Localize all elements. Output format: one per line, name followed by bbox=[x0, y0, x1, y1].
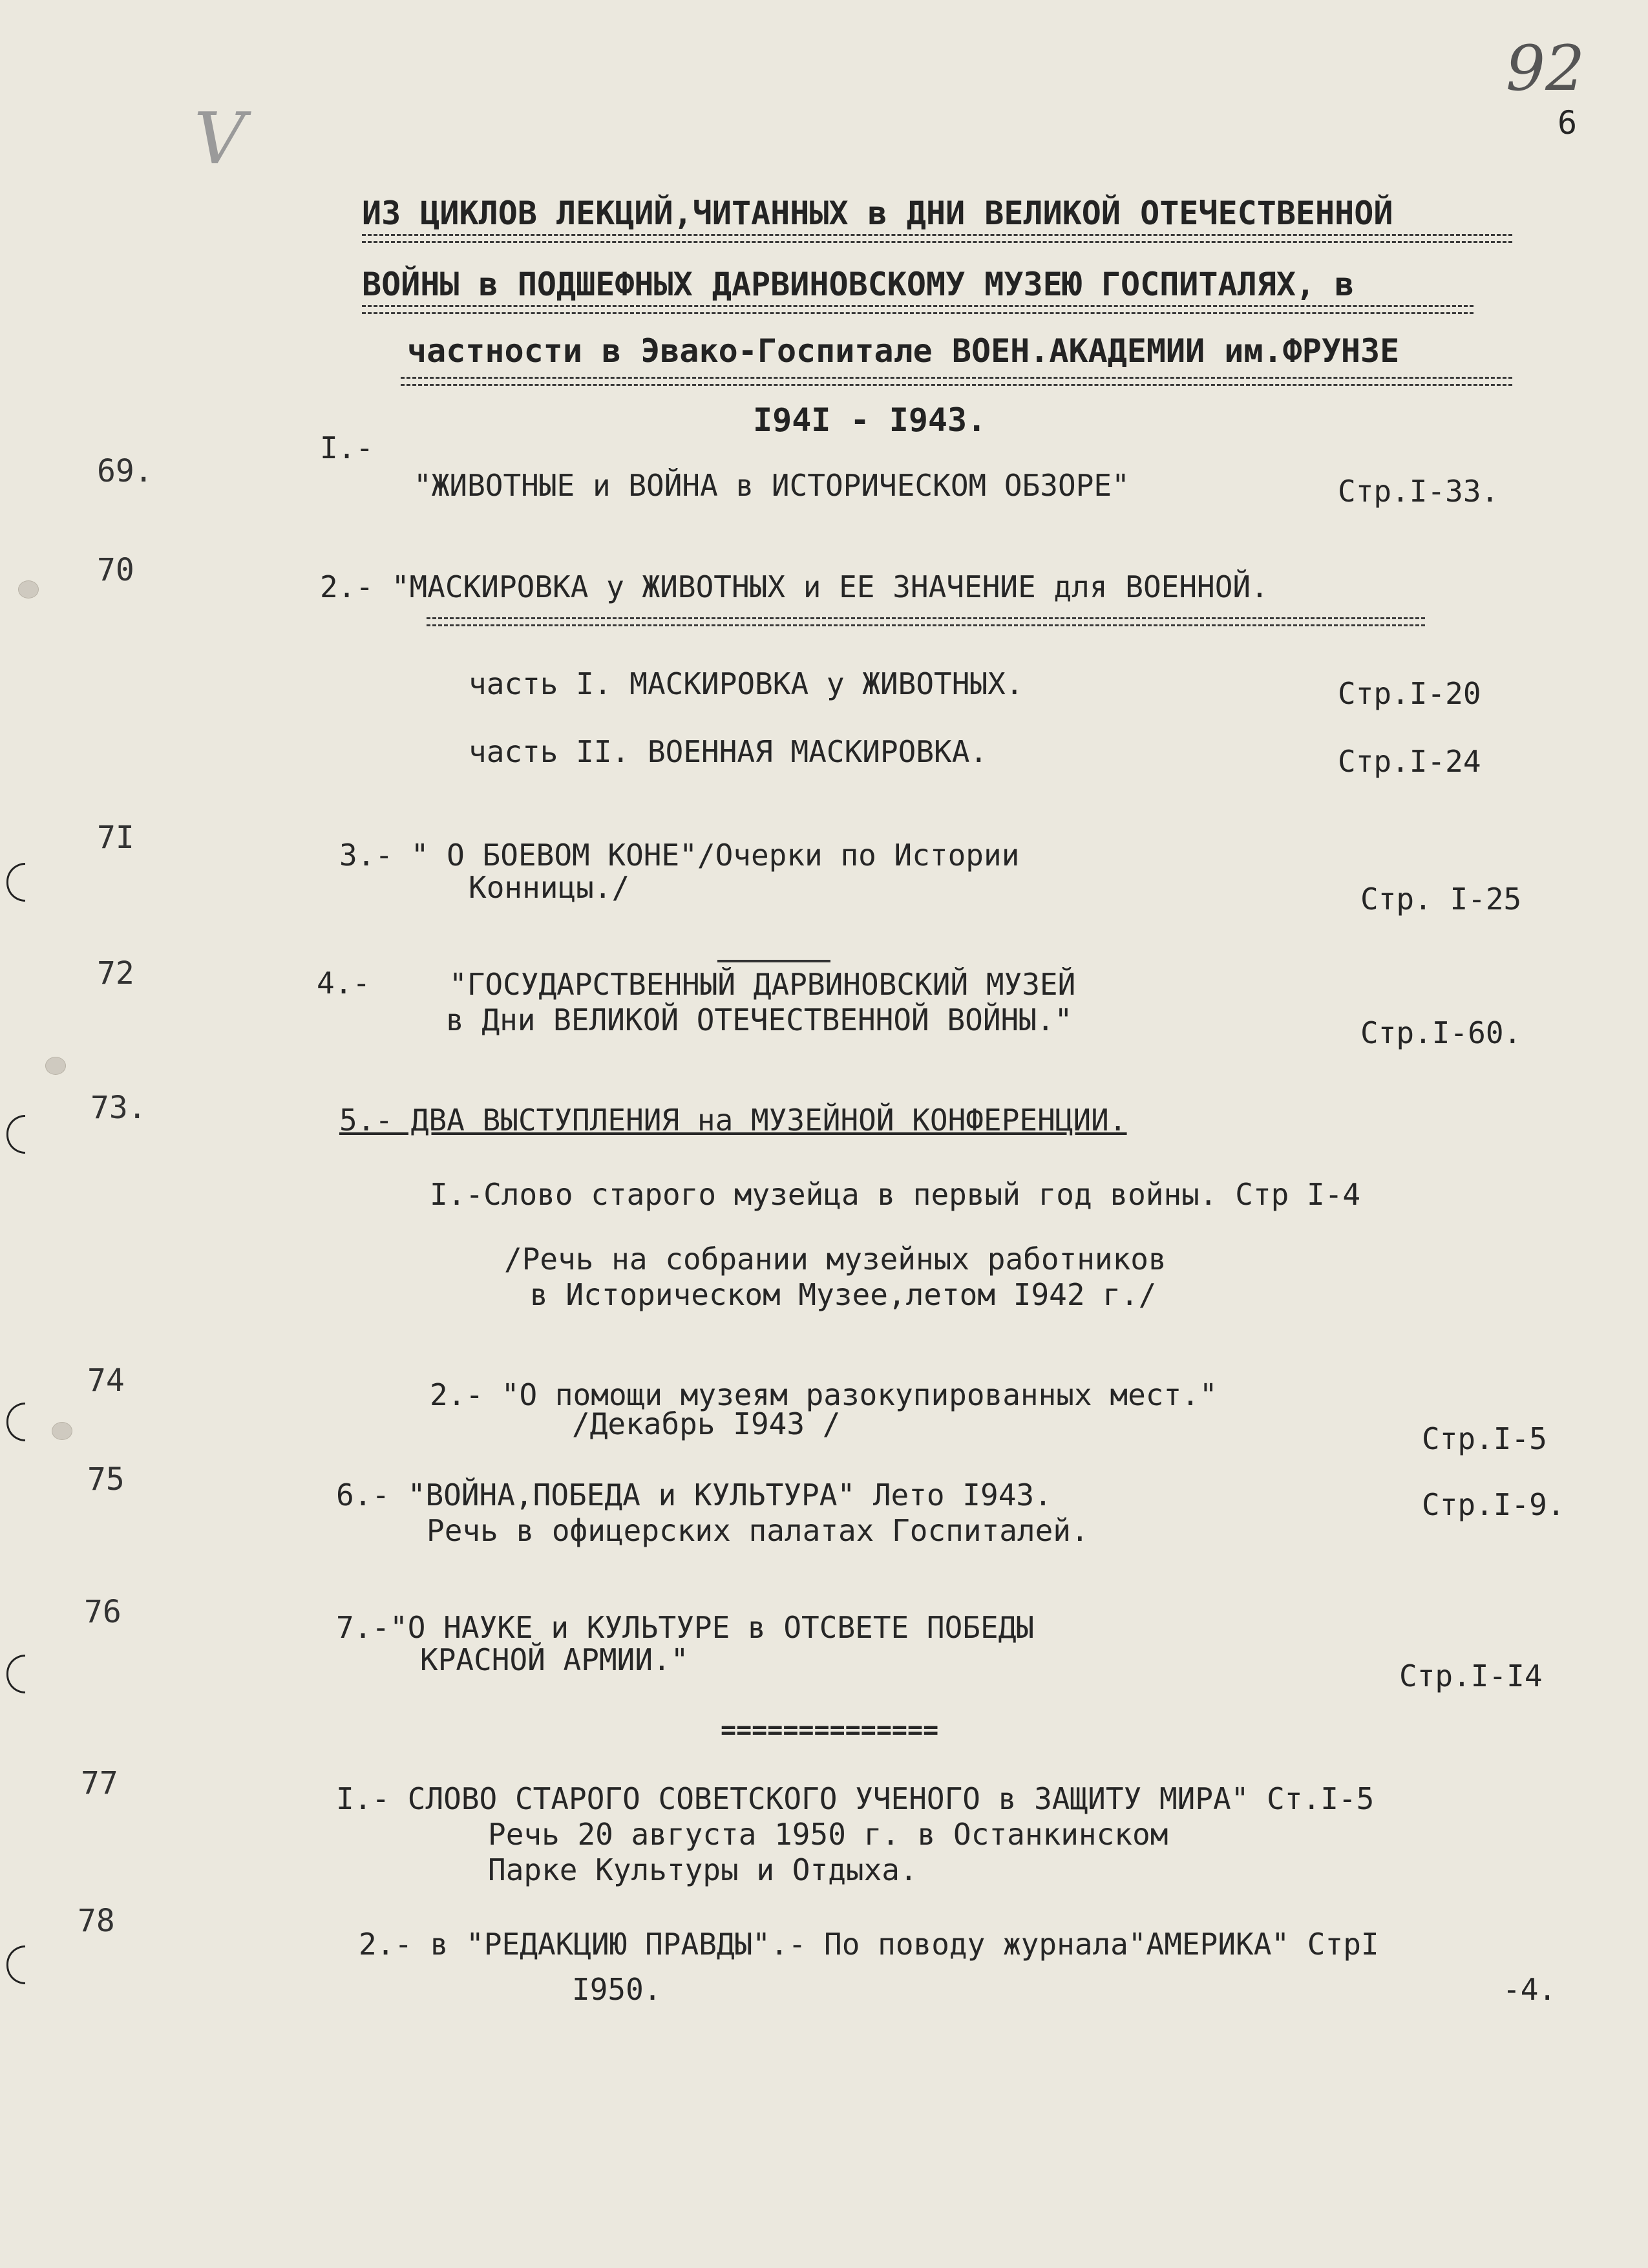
entry-line: КРАСНОЙ АРМИИ." bbox=[420, 1642, 689, 1677]
binder-hole-mark bbox=[6, 1945, 25, 1984]
binder-hole-mark bbox=[6, 1115, 25, 1154]
entry-line: /Декабрь I943 / bbox=[572, 1406, 841, 1441]
entry-pages: Стр.I-24 bbox=[1338, 744, 1481, 779]
heading-line-1: ИЗ ЦИКЛОВ ЛЕКЦИЙ,ЧИТАННЫХ в ДНИ ВЕЛИКОЙ ОТЕЧЕСТВЕННОЙ bbox=[362, 195, 1393, 232]
binder-hole-mark bbox=[6, 863, 25, 902]
heading-underline bbox=[362, 305, 1474, 314]
pencil-check-mark: V bbox=[194, 97, 246, 180]
entry-pages: Стр.I-20 bbox=[1338, 676, 1481, 711]
binder-hole-mark bbox=[18, 580, 39, 599]
margin-number: 73. bbox=[90, 1090, 147, 1126]
entry-line: в Дни ВЕЛИКОЙ ОТЕЧЕСТВЕННОЙ ВОЙНЫ." bbox=[446, 1002, 1073, 1037]
heading-years: I94I - I943. bbox=[753, 401, 987, 439]
entry-title: 2.- "МАСКИРОВКА у ЖИВОТНЫХ и ЕЕ ЗНАЧЕНИЕ для ВОЕННОЙ. bbox=[320, 569, 1269, 604]
margin-number: 76 bbox=[84, 1594, 121, 1630]
entry-line: 2.- "О помощи музеям разокупированных мест." bbox=[430, 1377, 1218, 1412]
entry-note: в Историческом Музее,летом I942 г./ bbox=[530, 1277, 1157, 1312]
entry-line: 2.- в "РЕДАКЦИЮ ПРАВДЫ".- По поводу журнала"АМЕРИКА" СтрI bbox=[359, 1927, 1379, 1962]
entry-underline bbox=[427, 617, 1425, 626]
entry-part: часть I. МАСКИРОВКА у ЖИВОТНЫХ. bbox=[469, 666, 1024, 701]
entry-pages: Стр. I-25 bbox=[1360, 882, 1522, 917]
handwritten-folio-number: 92 bbox=[1506, 32, 1585, 105]
entry-line: Конницы./ bbox=[469, 870, 630, 905]
margin-number: 77 bbox=[81, 1765, 118, 1801]
binder-hole-mark bbox=[45, 1057, 66, 1075]
entry-line: I950. bbox=[572, 1972, 662, 2007]
entry-pages: Стр.I-5 bbox=[1422, 1421, 1547, 1456]
entry-line: 3.- " О БОЕВОМ КОНЕ"/Очерки по Истории bbox=[339, 838, 1020, 873]
entry-number: I.- bbox=[320, 430, 374, 465]
entry-pages: -4. bbox=[1503, 1972, 1557, 2007]
margin-number: 74 bbox=[87, 1362, 125, 1399]
entry-note: /Речь на собрании музейных работников bbox=[504, 1242, 1167, 1277]
typed-page-number: 6 bbox=[1558, 104, 1578, 142]
margin-number: 69. bbox=[97, 453, 153, 489]
entry-pages: Стр.I-33. bbox=[1338, 474, 1499, 509]
heading-underline bbox=[401, 377, 1512, 386]
heading-line-3: частности в Эвако-Госпитале ВОЕН.АКАДЕМИИ им.ФРУНЗЕ bbox=[407, 332, 1400, 370]
section-separator: ============== bbox=[721, 1715, 939, 1745]
entry-pages: Стр.I-9. bbox=[1422, 1487, 1565, 1522]
margin-number: 78 bbox=[78, 1903, 115, 1939]
entry-number: 4.- bbox=[317, 966, 371, 1001]
entry-pages: Стр.I-I4 bbox=[1399, 1659, 1543, 1693]
margin-number: 7I bbox=[97, 820, 134, 856]
entry-subtitle: I.-Слово старого музейца в первый год войны. Стр I-4 bbox=[430, 1177, 1361, 1212]
entry-line: "ГОСУДАРСТВЕННЫЙ ДАРВИНОВСКИЙ МУЗЕЙ bbox=[449, 967, 1076, 1002]
entry-overline bbox=[717, 960, 830, 962]
entry-line: 7.-"О НАУКЕ и КУЛЬТУРЕ в ОТСВЕТЕ ПОБЕДЫ bbox=[336, 1610, 1035, 1645]
margin-number: 70 bbox=[97, 552, 134, 588]
heading-underline bbox=[362, 234, 1512, 243]
binder-hole-mark bbox=[52, 1422, 72, 1440]
entry-line: 6.- "ВОЙНА,ПОБЕДА и КУЛЬТУРА" Лето I943. bbox=[336, 1478, 1052, 1512]
entry-title: 5.- ДВА ВЫСТУПЛЕНИЯ на МУЗЕЙНОЙ КОНФЕРЕНЦИИ. bbox=[339, 1103, 1127, 1138]
margin-number: 72 bbox=[97, 955, 134, 991]
margin-number: 75 bbox=[87, 1461, 125, 1498]
entry-part: часть II. ВОЕННАЯ МАСКИРОВКА. bbox=[469, 734, 988, 769]
entry-line: I.- СЛОВО СТАРОГО СОВЕТСКОГО УЧЕНОГО в ЗАЩИТУ МИРА" Ст.I-5 bbox=[336, 1781, 1375, 1816]
heading-line-2: ВОЙНЫ в ПОДШЕФНЫХ ДАРВИНОВСКОМУ МУЗЕЮ ГОСПИТАЛЯХ, в bbox=[362, 266, 1355, 303]
binder-hole-mark bbox=[6, 1403, 25, 1441]
entry-line: Речь 20 августа 1950 г. в Останкинском bbox=[488, 1817, 1168, 1852]
entry-line: Речь в офицерских палатах Госпиталей. bbox=[427, 1513, 1089, 1548]
entry-title: "ЖИВОТНЫЕ и ВОЙНА в ИСТОРИЧЕСКОМ ОБЗОРЕ" bbox=[414, 468, 1130, 503]
binder-hole-mark bbox=[6, 1655, 25, 1693]
entry-line: Парке Культуры и Отдыха. bbox=[488, 1852, 918, 1887]
entry-pages: Стр.I-60. bbox=[1360, 1015, 1522, 1050]
